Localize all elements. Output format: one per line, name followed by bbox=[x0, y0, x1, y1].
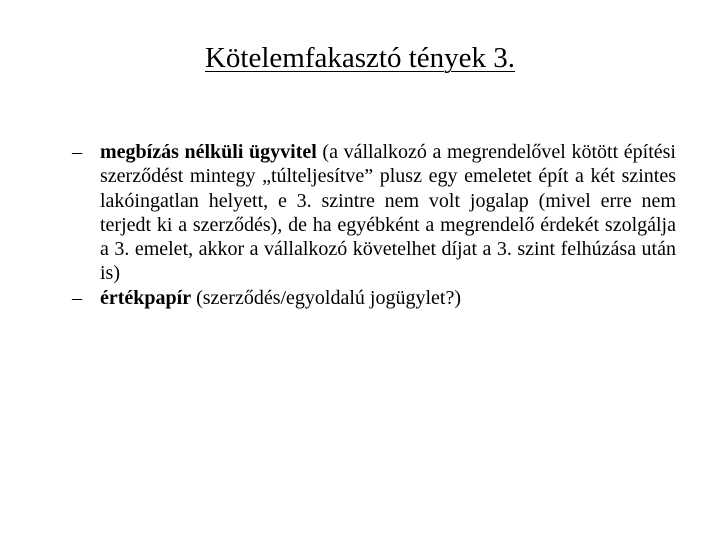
bullet-item-megbizas bbox=[72, 140, 676, 286]
slide-title bbox=[0, 40, 720, 76]
bullet-dash: – bbox=[72, 141, 82, 163]
bullet-dash: – bbox=[72, 286, 82, 309]
bullet-term: megbízás nélküli ügyvitel bbox=[100, 141, 317, 163]
bullet-text: (szerződés/egyoldalú jogügylet?) bbox=[191, 286, 461, 309]
bullet-list bbox=[72, 140, 676, 310]
bullet-term: értékpapír bbox=[100, 286, 192, 309]
bullet-text: (a vállalkozó a megrendelővel kötött építési szerződést mintegy „túlteljesítve” plusz egy emeletet épít a két szintes lakóingatlan helyett, e 3. szintre nem volt jogalap (mivel erre nem terjedt ki a szerződés), de ha egyébként a megrendelő érdekét szolgálja a 3. emelet, akkor a vállalkozó követelhet díjat a 3. szint felhúzása után is) bbox=[100, 141, 676, 285]
slide-title-text: Kötelemfakasztó tények 3. bbox=[204, 42, 516, 74]
bullet-item-ertekpapir bbox=[72, 286, 676, 310]
